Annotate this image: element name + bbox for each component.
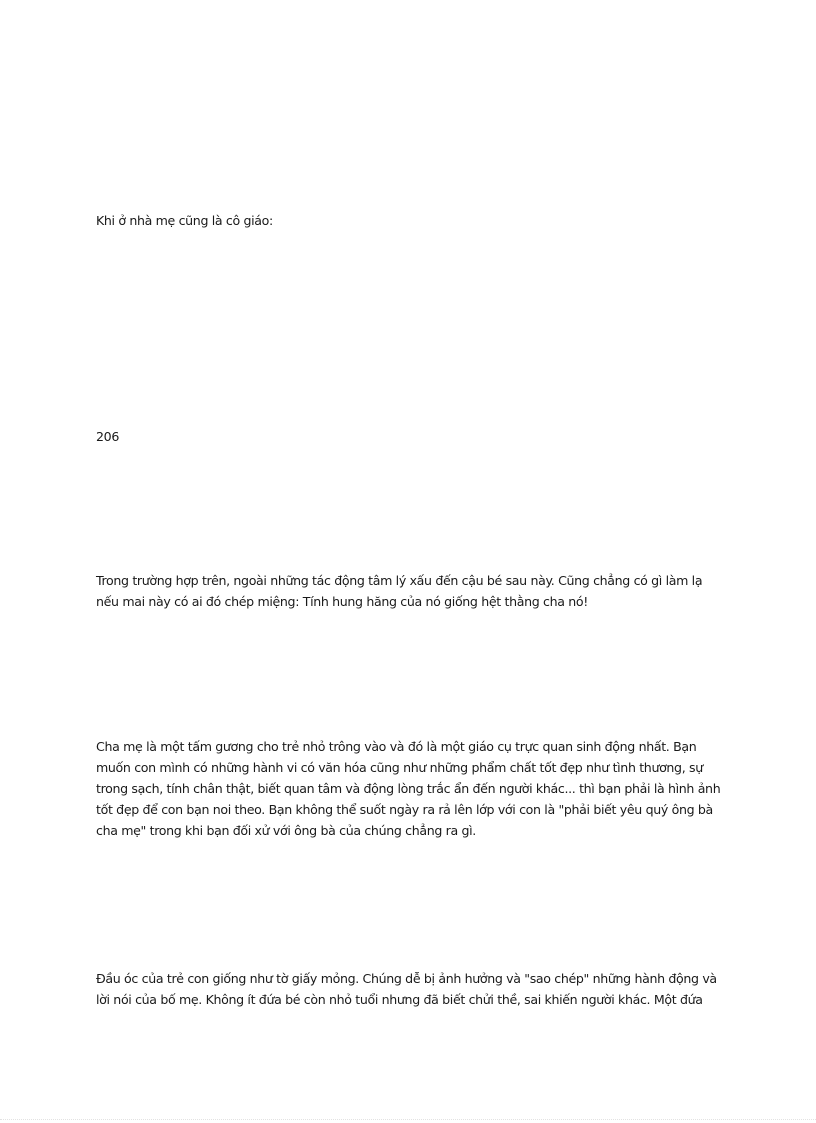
paragraph-line: trong sạch, tính chân thật, biết quan tâm và động lòng trắc ẩn đến người khác... thì bạn phải là hình ảnh	[96, 781, 721, 796]
paragraph-2	[96, 736, 722, 841]
paragraph-line: cha mẹ" trong khi bạn đối xử với ông bà của chúng chẳng ra gì.	[96, 823, 476, 838]
page-number	[96, 426, 722, 447]
paragraph-line: nếu mai này có ai đó chép miệng: Tính hung hăng của nó giống hệt thằng cha nó!	[96, 594, 588, 609]
paragraph-line: Đầu óc của trẻ con giống như tờ giấy mỏng. Chúng dễ bị ảnh hưởng và "sao chép" những hành động và	[96, 971, 717, 986]
page-number-text: 206	[96, 429, 119, 444]
heading-text: Khi ở nhà mẹ cũng là cô giáo:	[96, 213, 273, 228]
paragraph-line: Cha mẹ là một tấm gương cho trẻ nhỏ trông vào và đó là một giáo cụ trực quan sinh động nhất. Bạn	[96, 739, 697, 754]
paragraph-3	[96, 968, 722, 1010]
paragraph-line: tốt đẹp để con bạn noi theo. Bạn không thể suốt ngày ra rả lên lớp với con là "phải biết yêu quý ông bà	[96, 802, 713, 817]
page-bottom-rule	[0, 1119, 816, 1120]
paragraph-line: muốn con mình có những hành vi có văn hóa cũng như những phẩm chất tốt đẹp như tình thương, sự	[96, 760, 703, 775]
paragraph-line: lời nói của bố mẹ. Không ít đứa bé còn nhỏ tuổi nhưng đã biết chửi thề, sai khiến người khác. Một đứa	[96, 992, 703, 1007]
section-heading	[96, 210, 722, 231]
paragraph-1	[96, 570, 722, 612]
paragraph-line: Trong trường hợp trên, ngoài những tác động tâm lý xấu đến cậu bé sau này. Cũng chẳng có gì làm lạ	[96, 573, 703, 588]
